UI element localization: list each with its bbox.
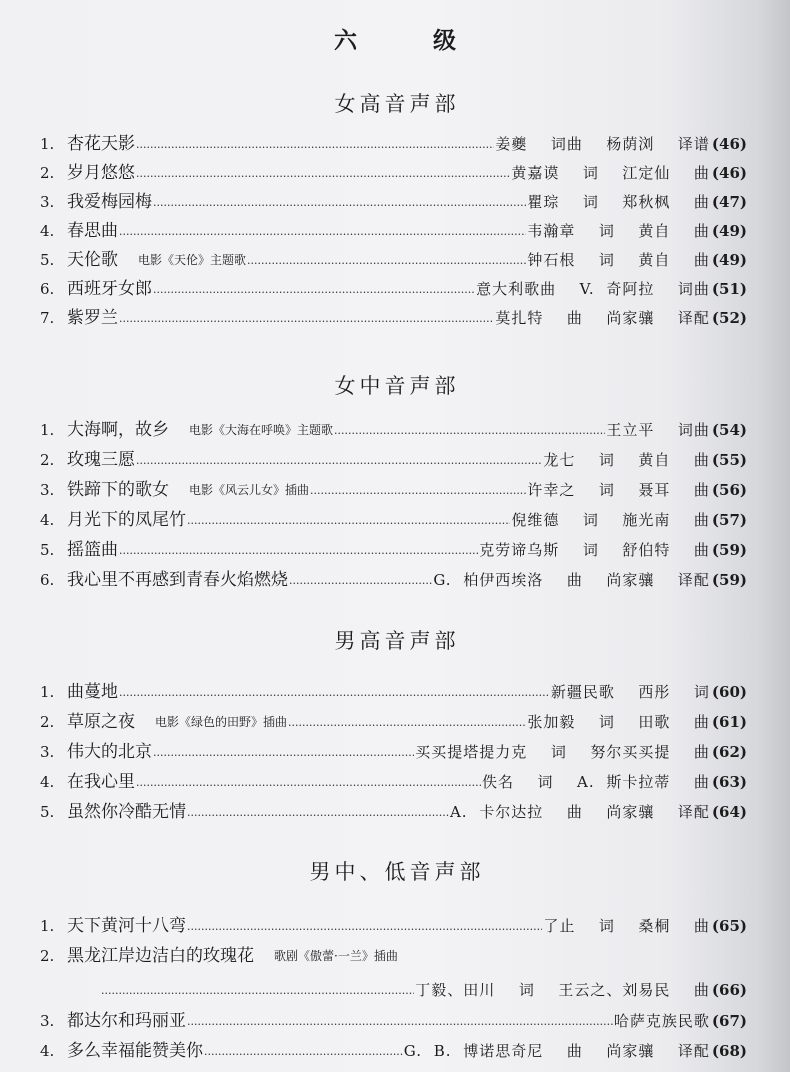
song-note: 电影《风云儿女》插曲 xyxy=(189,483,310,497)
dot-leader xyxy=(153,277,475,301)
toc-entry[interactable] xyxy=(40,161,747,185)
dot-leader xyxy=(187,508,510,532)
entry-number: 2. xyxy=(40,713,55,731)
song-note: 电影《天伦》主题歌 xyxy=(138,253,247,267)
dot-leader xyxy=(289,568,432,592)
page-number: (47) xyxy=(711,193,747,211)
song-title: 我爱梅园梅 xyxy=(67,192,152,212)
entry-number: 3. xyxy=(40,1012,55,1030)
toc-entry-continuation[interactable] xyxy=(100,978,747,1002)
entry-number: 4. xyxy=(40,773,55,791)
toc-entry[interactable] xyxy=(40,190,747,214)
page-number: (49) xyxy=(711,222,747,240)
entry-number: 2. xyxy=(40,947,55,965)
entry-number: 6. xyxy=(40,280,55,298)
section-heading-mezzo: 女中音声部 xyxy=(334,374,460,398)
song-title: 月光下的凤尾竹 xyxy=(67,510,186,530)
page-number: (55) xyxy=(711,451,747,469)
song-credit: 克劳谛乌斯 词 舒伯特 曲 xyxy=(479,541,710,559)
song-credit: 意大利歌曲 V. 奇阿拉 词曲 xyxy=(476,280,710,298)
song-credit: 佚名 词 A. 斯卡拉蒂 曲 xyxy=(481,773,710,791)
dot-leader xyxy=(187,1009,613,1033)
song-note: 电影《大海在呼唤》主题歌 xyxy=(189,423,334,437)
song-title: 摇篮曲 xyxy=(67,540,118,560)
section-heading-soprano: 女高音声部 xyxy=(334,92,460,116)
page-number: (52) xyxy=(711,309,747,327)
dot-leader xyxy=(101,978,414,1002)
song-note: 歌剧《傲蕾·一兰》插曲 xyxy=(274,949,398,963)
dot-leader xyxy=(119,538,478,562)
song-title: 曲蔓地 xyxy=(67,682,118,702)
toc-entry[interactable] xyxy=(40,132,747,156)
song-credit: 新疆民歌 西彤 词 xyxy=(550,683,710,701)
page-number: (56) xyxy=(711,481,747,499)
entry-number: 4. xyxy=(40,1042,55,1060)
toc-entry[interactable] xyxy=(40,800,747,824)
dot-leader xyxy=(119,219,526,243)
song-note: 电影《绿色的田野》插曲 xyxy=(155,715,288,729)
toc-entry[interactable] xyxy=(40,219,747,243)
entry-number: 3. xyxy=(40,743,55,761)
song-credit: G. 柏伊西埃洛 曲 尚家骧 译配 xyxy=(433,571,710,589)
page-number: (62) xyxy=(711,743,747,761)
dot-leader xyxy=(247,248,526,272)
page-number: (64) xyxy=(711,803,747,821)
dot-leader xyxy=(153,190,526,214)
song-credit: 买买提塔提力克 词 努尔买买提 曲 xyxy=(415,743,710,761)
entry-number: 5. xyxy=(40,803,55,821)
song-credit: 韦瀚章 词 黄自 曲 xyxy=(527,222,710,240)
toc-entry[interactable] xyxy=(40,448,747,472)
dot-leader xyxy=(136,770,481,794)
toc-entry[interactable] xyxy=(40,680,747,704)
page-number: (65) xyxy=(711,917,747,935)
toc-entry[interactable] xyxy=(40,418,747,442)
song-credit: 黄嘉谟 词 江定仙 曲 xyxy=(511,164,710,182)
toc-entry[interactable] xyxy=(40,1039,747,1063)
page-number: (54) xyxy=(711,421,747,439)
toc-entry[interactable] xyxy=(40,568,747,592)
song-title: 紫罗兰 xyxy=(67,308,118,328)
song-title: 春思曲 xyxy=(67,221,118,241)
entry-number: 1. xyxy=(40,135,55,153)
page-number: (61) xyxy=(711,713,747,731)
song-title: 岁月悠悠 xyxy=(67,163,135,183)
entry-number: 5. xyxy=(40,251,55,269)
dot-leader xyxy=(119,306,494,330)
toc-entry[interactable] xyxy=(40,1009,747,1033)
song-credit: 姜夔 词曲 杨荫浏 译谱 xyxy=(495,135,710,153)
entry-number: 2. xyxy=(40,451,55,469)
toc-entry[interactable] xyxy=(40,538,747,562)
toc-entry[interactable] xyxy=(40,277,747,301)
dot-leader xyxy=(204,1039,403,1063)
song-credit: 许幸之 词 聂耳 曲 xyxy=(527,481,710,499)
toc-entry[interactable] xyxy=(40,770,747,794)
toc-entry[interactable] xyxy=(40,944,747,968)
toc-entry[interactable] xyxy=(40,478,747,502)
entry-number: 4. xyxy=(40,511,55,529)
song-credit: G. B. 博诺思奇尼 曲 尚家骧 译配 xyxy=(403,1042,710,1060)
dot-leader xyxy=(187,800,449,824)
song-title: 大海啊，故乡 xyxy=(67,420,169,440)
page-number: (46) xyxy=(711,164,747,182)
entry-number: 2. xyxy=(40,164,55,182)
toc-entry[interactable] xyxy=(40,740,747,764)
dot-leader xyxy=(153,740,414,764)
song-title: 玫瑰三愿 xyxy=(67,450,135,470)
song-title: 多么幸福能赞美你 xyxy=(67,1041,203,1061)
song-title: 在我心里 xyxy=(67,772,135,792)
toc-entry[interactable] xyxy=(40,306,747,330)
entry-number: 1. xyxy=(40,917,55,935)
toc-entry[interactable] xyxy=(40,508,747,532)
song-title: 天下黄河十八弯 xyxy=(67,916,186,936)
entry-number: 1. xyxy=(40,421,55,439)
dot-leader xyxy=(119,680,550,704)
entry-number: 5. xyxy=(40,541,55,559)
song-credit: 钟石根 词 黄自 曲 xyxy=(527,251,710,269)
page-number: (51) xyxy=(711,280,747,298)
song-credit: 瞿琮 词 郑秋枫 曲 xyxy=(527,193,710,211)
entry-number: 7. xyxy=(40,309,55,327)
song-title: 西班牙女郎 xyxy=(67,279,152,299)
song-credit: 莫扎特 曲 尚家骧 译配 xyxy=(495,309,710,327)
song-title: 虽然你冷酷无情 xyxy=(67,802,186,822)
page-number: (59) xyxy=(711,571,747,589)
dot-leader xyxy=(136,448,542,472)
page-number: (49) xyxy=(711,251,747,269)
song-credit: 王立平 词曲 xyxy=(606,421,710,439)
page-number: (60) xyxy=(711,683,747,701)
toc-entry[interactable] xyxy=(40,914,747,938)
page-number: (63) xyxy=(711,773,747,791)
dot-leader xyxy=(288,710,526,734)
page-number: (59) xyxy=(711,541,747,559)
song-title: 铁蹄下的歌女 xyxy=(67,480,169,500)
song-title: 黑龙江岸边洁白的玫瑰花 xyxy=(67,946,254,966)
dot-leader xyxy=(136,161,510,185)
song-credit: 张加毅 词 田歌 曲 xyxy=(527,713,710,731)
page-number: (46) xyxy=(711,135,747,153)
section-heading-tenor: 男高音声部 xyxy=(334,629,460,653)
dot-leader xyxy=(310,478,526,502)
entry-number: 3. xyxy=(40,481,55,499)
dot-leader xyxy=(334,418,605,442)
page-title: 六 级 xyxy=(333,27,490,54)
dot-leader xyxy=(187,914,542,938)
page-number: (66) xyxy=(711,981,747,999)
toc-entry[interactable] xyxy=(40,248,747,272)
page-number: (57) xyxy=(711,511,747,529)
song-credit: 倪维德 词 施光南 曲 xyxy=(511,511,710,529)
song-credit: 丁毅、田川 词 王云之、刘易民 曲 xyxy=(415,981,710,999)
page-number: (67) xyxy=(711,1012,747,1030)
page-number: (68) xyxy=(711,1042,747,1060)
entry-number: 4. xyxy=(40,222,55,240)
entry-number: 3. xyxy=(40,193,55,211)
dot-leader xyxy=(136,132,494,156)
section-heading-baritone-bass: 男中、低音声部 xyxy=(309,860,485,884)
entry-number: 1. xyxy=(40,683,55,701)
song-credit: 了止 词 桑桐 曲 xyxy=(543,917,710,935)
song-title: 都达尔和玛丽亚 xyxy=(67,1011,186,1031)
song-title: 草原之夜 xyxy=(67,712,135,732)
song-credit: 龙七 词 黄自 曲 xyxy=(543,451,710,469)
song-credit: A. 卡尔达拉 曲 尚家骧 译配 xyxy=(449,803,710,821)
song-title: 天伦歌 xyxy=(67,250,118,270)
song-title: 伟大的北京 xyxy=(67,742,152,762)
toc-entry[interactable] xyxy=(40,710,747,734)
song-title: 杏花天影 xyxy=(67,134,135,154)
entry-number: 6. xyxy=(40,571,55,589)
song-title: 我心里不再感到青春火焰燃烧 xyxy=(67,570,288,590)
song-credit: 哈萨克族民歌 xyxy=(613,1012,710,1030)
